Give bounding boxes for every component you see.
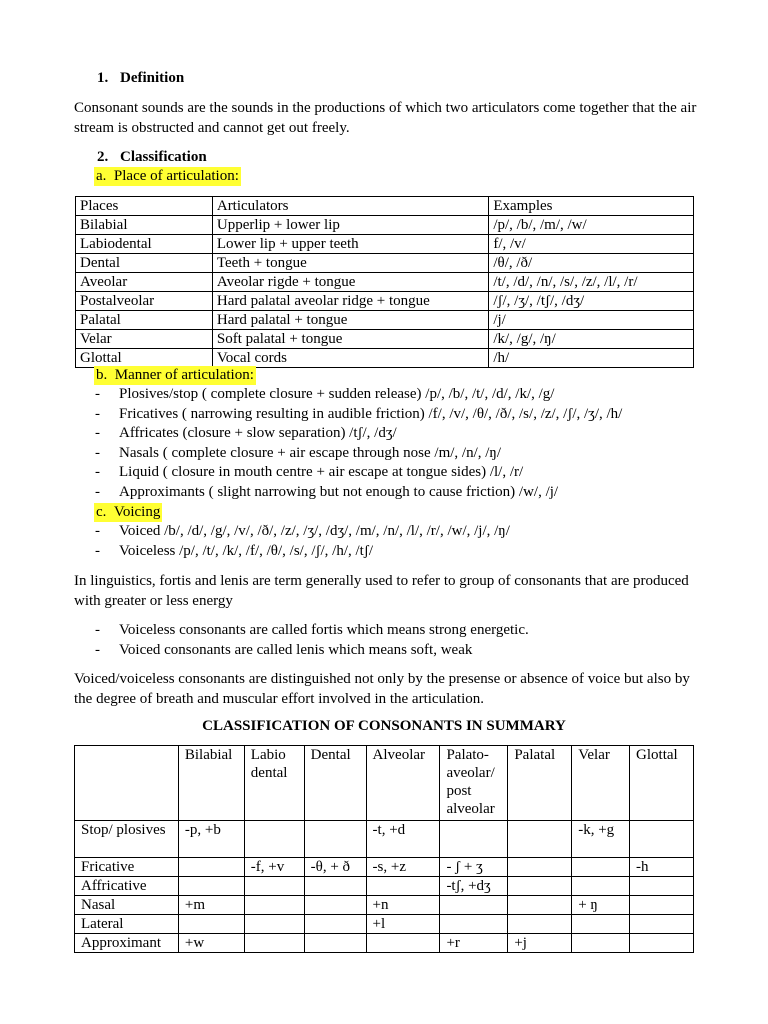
- places-cell: Velar: [76, 330, 213, 349]
- summary-cell: [304, 821, 366, 858]
- summary-header-cell: Velar: [572, 746, 630, 821]
- summary-cell: [508, 858, 572, 877]
- summary-cell: [630, 821, 694, 858]
- summary-cell: [440, 821, 508, 858]
- voicing-title: Voicing: [113, 504, 161, 520]
- summary-cell: [572, 934, 630, 953]
- places-cell: /t/, /d/, /n/, /s/, /z/, /l/, /r/: [489, 273, 694, 292]
- dash-bullet: -: [95, 405, 100, 422]
- dash-bullet: -: [95, 523, 100, 539]
- summary-cell: [630, 896, 694, 915]
- summary-cell: -h: [630, 858, 694, 877]
- summary-cell: [366, 934, 440, 953]
- summary-cell: [572, 877, 630, 896]
- section-1-title: Definition: [120, 70, 185, 86]
- dash-bullet: -: [95, 444, 100, 461]
- voicing-item-text: Voiceless /p/, /t/, /k/, /f/, /θ/, /s/, /ʃ/, /h/, /tʃ/: [119, 542, 373, 559]
- manner-item-text: Approximants ( slight narrowing but not enough to cause friction) /w/, /j/: [119, 484, 559, 500]
- summary-cell: -p, +b: [178, 821, 244, 858]
- fortis-paragraph: In linguistics, fortis and lenis are term generally used to refer to group of consonants that are produced with greater or less energy: [74, 573, 689, 609]
- summary-cell: [508, 877, 572, 896]
- summary-cell: [178, 858, 244, 877]
- summary-row-lateral: [75, 915, 694, 934]
- summary-cell: [440, 896, 508, 915]
- voiced-voiceless-paragraph: Voiced/voiceless consonants are distinguished not only by the presense or absence of voice but also by the degree of breath and muscular effort involved in the articulation.: [74, 671, 690, 707]
- summary-header-cell: Palatal: [508, 746, 572, 821]
- summary-cell: -k, +g: [572, 821, 630, 858]
- summary-cell: Affricative: [75, 877, 179, 896]
- summary-cell: [366, 877, 440, 896]
- summary-cell: -t, +d: [366, 821, 440, 858]
- places-cell: Bilabial: [76, 216, 213, 235]
- summary-cell: Lateral: [75, 915, 179, 934]
- summary-table: [74, 745, 694, 953]
- dash-bullet: -: [95, 641, 100, 658]
- places-header-cell: Places: [76, 197, 213, 216]
- voicing-label: c.: [96, 504, 107, 520]
- dash-bullet: -: [95, 425, 100, 442]
- places-row-postalveolar: [76, 292, 694, 311]
- definition-paragraph: Consonant sounds are the sounds in the productions of which two articulators come together that the air stream is obstructed and cannot get out freely.: [74, 100, 697, 136]
- places-row-dental: [76, 254, 694, 273]
- dash-bullet: -: [95, 484, 100, 500]
- summary-cell: [304, 934, 366, 953]
- places-cell: /p/, /b/, /m/, /w/: [489, 216, 694, 235]
- summary-cell: +w: [178, 934, 244, 953]
- places-cell: f/, /v/: [489, 235, 694, 254]
- fortis-item-text: Voiced consonants are called lenis which means soft, weak: [119, 641, 473, 658]
- summary-cell: [244, 915, 304, 934]
- summary-row-nasal: [75, 896, 694, 915]
- summary-cell: [508, 896, 572, 915]
- summary-row-approximant: [75, 934, 694, 953]
- summary-cell: [244, 896, 304, 915]
- summary-cell: [630, 915, 694, 934]
- places-cell: Teeth + tongue: [212, 254, 488, 273]
- place-subheading: [94, 167, 241, 186]
- summary-header-cell: Bilabial: [178, 746, 244, 821]
- summary-cell: [304, 877, 366, 896]
- summary-header-row: [75, 746, 694, 821]
- places-cell: Lower lip + upper teeth: [212, 235, 488, 254]
- places-cell: /θ/, /ð/: [489, 254, 694, 273]
- manner-item-text: Plosives/stop ( complete closure + sudden release) /p/, /b/, /t/, /d/, /k/, /g/: [119, 386, 555, 402]
- places-header-cell: Examples: [489, 197, 694, 216]
- summary-header-cell: Glottal: [630, 746, 694, 821]
- summary-cell: -tʃ, +dʒ: [440, 877, 508, 896]
- places-cell: Hard palatal aveolar ridge + tongue: [212, 292, 488, 311]
- summary-cell: [244, 877, 304, 896]
- places-header-cell: Articulators: [212, 197, 488, 216]
- summary-cell: [178, 915, 244, 934]
- manner-item-text: Liquid ( closure in mouth centre + air escape at tongue sides) /l/, /r/: [119, 464, 524, 481]
- manner-item-text: Affricates (closure + slow separation) /tʃ/, /dʒ/: [119, 425, 397, 442]
- section-2-number: 2.: [97, 149, 109, 165]
- summary-cell: + ŋ: [572, 896, 630, 915]
- manner-item-text: Nasals ( complete closure + air escape through nose /m/, /n/, /ŋ/: [119, 444, 502, 461]
- summary-cell: +j: [508, 934, 572, 953]
- summary-cell: [440, 915, 508, 934]
- summary-header-cell: Dental: [304, 746, 366, 821]
- places-cell: Postalveolar: [76, 292, 213, 311]
- summary-cell: Stop/ plosives: [75, 821, 179, 858]
- voicing-item-text: Voiced /b/, /d/, /g/, /v/, /ð/, /z/, /ʒ/, /dʒ/, /m/, /n/, /l/, /r/, /w/, /j/, /ŋ/: [119, 523, 510, 539]
- places-cell: Aveolar rigde + tongue: [212, 273, 488, 292]
- places-row-bilabial: [76, 216, 694, 235]
- summary-cell: [244, 934, 304, 953]
- summary-cell: [508, 821, 572, 858]
- summary-cell: [304, 896, 366, 915]
- summary-cell: Approximant: [75, 934, 179, 953]
- summary-header-cell: Alveolar: [366, 746, 440, 821]
- voicing-subheading: [94, 503, 162, 522]
- places-cell: /ʃ/, /ʒ/, /tʃ/, /dʒ/: [489, 292, 694, 311]
- places-cell: /h/: [489, 349, 694, 368]
- section-2-title: Classification: [120, 149, 207, 165]
- summary-cell: [572, 858, 630, 877]
- place-title: Place of articulation:: [113, 168, 239, 184]
- places-cell: Hard palatal + tongue: [212, 311, 488, 330]
- places-cell: Soft palatal + tongue: [212, 330, 488, 349]
- places-cell: Dental: [76, 254, 213, 273]
- places-cell: Glottal: [76, 349, 213, 368]
- summary-header-cell: Labio dental: [244, 746, 304, 821]
- places-row-velar: [76, 330, 694, 349]
- summary-cell: +l: [366, 915, 440, 934]
- places-row-aveolar: [76, 273, 694, 292]
- places-row-palatal: [76, 311, 694, 330]
- dash-bullet: -: [95, 386, 100, 402]
- summary-cell: +r: [440, 934, 508, 953]
- summary-cell: -s, +z: [366, 858, 440, 877]
- summary-cell: -f, +v: [244, 858, 304, 877]
- places-table: [75, 196, 694, 368]
- manner-subheading: [94, 366, 256, 385]
- summary-title: CLASSIFICATION OF CONSONANTS IN SUMMARY: [202, 718, 566, 734]
- places-cell: Vocal cords: [212, 349, 488, 368]
- manner-item-text: Fricatives ( narrowing resulting in audible friction) /f/, /v/, /θ/, /ð/, /s/, /z/, /ʃ/, /ʒ/, /h/: [119, 405, 623, 422]
- manner-title: Manner of articulation:: [114, 367, 254, 383]
- summary-row-stop-plosives: [75, 821, 694, 858]
- summary-cell: Fricative: [75, 858, 179, 877]
- summary-row-affricative: [75, 877, 694, 896]
- places-row-glottal: [76, 349, 694, 368]
- dash-bullet: -: [95, 622, 100, 638]
- summary-cell: +n: [366, 896, 440, 915]
- summary-header-cell: Palato-aveolar/ post alveolar: [440, 746, 508, 821]
- dash-bullet: -: [95, 542, 100, 559]
- section-1-number: 1.: [97, 70, 109, 86]
- summary-cell: [630, 877, 694, 896]
- summary-header-cell: [75, 746, 179, 821]
- fortis-item-text: Voiceless consonants are called fortis which means strong energetic.: [119, 622, 529, 638]
- places-header-row: [76, 197, 694, 216]
- summary-cell: Nasal: [75, 896, 179, 915]
- places-cell: Palatal: [76, 311, 213, 330]
- place-label: a.: [96, 168, 107, 184]
- summary-cell: [178, 877, 244, 896]
- places-cell: /j/: [489, 311, 694, 330]
- places-cell: Upperlip + lower lip: [212, 216, 488, 235]
- summary-row-fricative: [75, 858, 694, 877]
- summary-cell: [244, 821, 304, 858]
- places-cell: Aveolar: [76, 273, 213, 292]
- summary-cell: -θ, + ð: [304, 858, 366, 877]
- summary-cell: +m: [178, 896, 244, 915]
- summary-cell: [572, 915, 630, 934]
- summary-cell: [304, 915, 366, 934]
- manner-label: b.: [96, 367, 108, 383]
- places-cell: /k/, /g/, /ŋ/: [489, 330, 694, 349]
- summary-cell: [630, 934, 694, 953]
- places-row-labiodental: [76, 235, 694, 254]
- places-cell: Labiodental: [76, 235, 213, 254]
- dash-bullet: -: [95, 464, 100, 481]
- summary-cell: - ʃ + ʒ: [440, 858, 508, 877]
- summary-cell: [508, 915, 572, 934]
